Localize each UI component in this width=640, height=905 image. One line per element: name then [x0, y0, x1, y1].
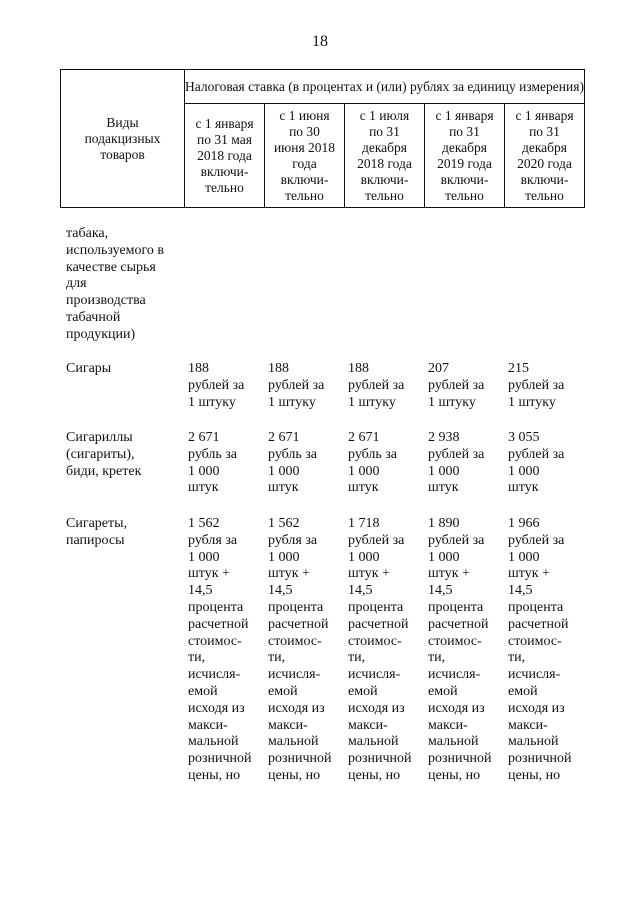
goods-column-header: Виды подакцизных товаров — [61, 70, 185, 208]
row-name-cigarettes: Сигареты, папиросы — [66, 516, 128, 548]
rate-cell: 1 890 рублей за 1 000 штук + 14,5 процента расчетной стоимос- ти, исчисля- емой исходя из макси- мальной розничной цены, но — [428, 516, 492, 783]
rate-cell: 2 671 рубль за 1 000 штук — [348, 430, 398, 496]
tax-rate-table-header — [60, 69, 585, 208]
rate-cell: 1 718 рублей за 1 000 штук + 14,5 процента расчетной стоимос- ти, исчисля- емой исходя из макси- мальной розничной цены, но — [348, 516, 412, 783]
rate-cell: 1 966 рублей за 1 000 штук + 14,5 процента расчетной стоимос- ти, исчисля- емой исходя из макси- мальной розничной цены, но — [508, 516, 572, 783]
rate-cell: 215 рублей за 1 штуку — [508, 361, 565, 410]
rate-cell: 1 562 рубля за 1 000 штук + 14,5 процента расчетной стоимос- ти, исчисля- емой исходя из макси- мальной розничной цены, но — [188, 516, 252, 783]
rate-cell: 188 рублей за 1 штуку — [188, 361, 245, 410]
rate-cell: 188 рублей за 1 штуку — [348, 361, 405, 410]
period-header-4: с 1 января по 31 декабря 2019 года включи- тельно — [425, 104, 505, 208]
period-header-5: с 1 января по 31 декабря 2020 года включи- тельно — [505, 104, 585, 208]
row-name-cigars: Сигары — [66, 361, 112, 376]
rate-cell: 188 рублей за 1 штуку — [268, 361, 325, 410]
rate-cell: 3 055 рублей за 1 000 штук — [508, 430, 565, 496]
rate-column-header: Налоговая ставка (в процентах и (или) рублях за единицу измерения) — [185, 70, 585, 104]
period-header-1: с 1 января по 31 мая 2018 года включи- тельно — [185, 104, 265, 208]
rate-cell: 2 671 рубль за 1 000 штук — [188, 430, 238, 496]
rate-cell: 2 671 рубль за 1 000 штук — [268, 430, 318, 496]
period-header-3: с 1 июля по 31 декабря 2018 года включи- тельно — [345, 104, 425, 208]
rate-cell: 2 938 рублей за 1 000 штук — [428, 430, 485, 496]
period-header-2: с 1 июня по 30 июня 2018 года включи- тельно — [265, 104, 345, 208]
continuation-text: табака, используемого в качестве сырья для производства табачной продукции) — [66, 226, 165, 342]
rate-cell: 1 562 рубля за 1 000 штук + 14,5 процента расчетной стоимос- ти, исчисля- емой исходя из макси- мальной розничной цены, но — [268, 516, 332, 783]
page-number: 18 — [312, 33, 328, 50]
row-name-cigarillos: Сигариллы (сигариты), биди, кретек — [66, 430, 142, 479]
rate-cell: 207 рублей за 1 штуку — [428, 361, 485, 410]
